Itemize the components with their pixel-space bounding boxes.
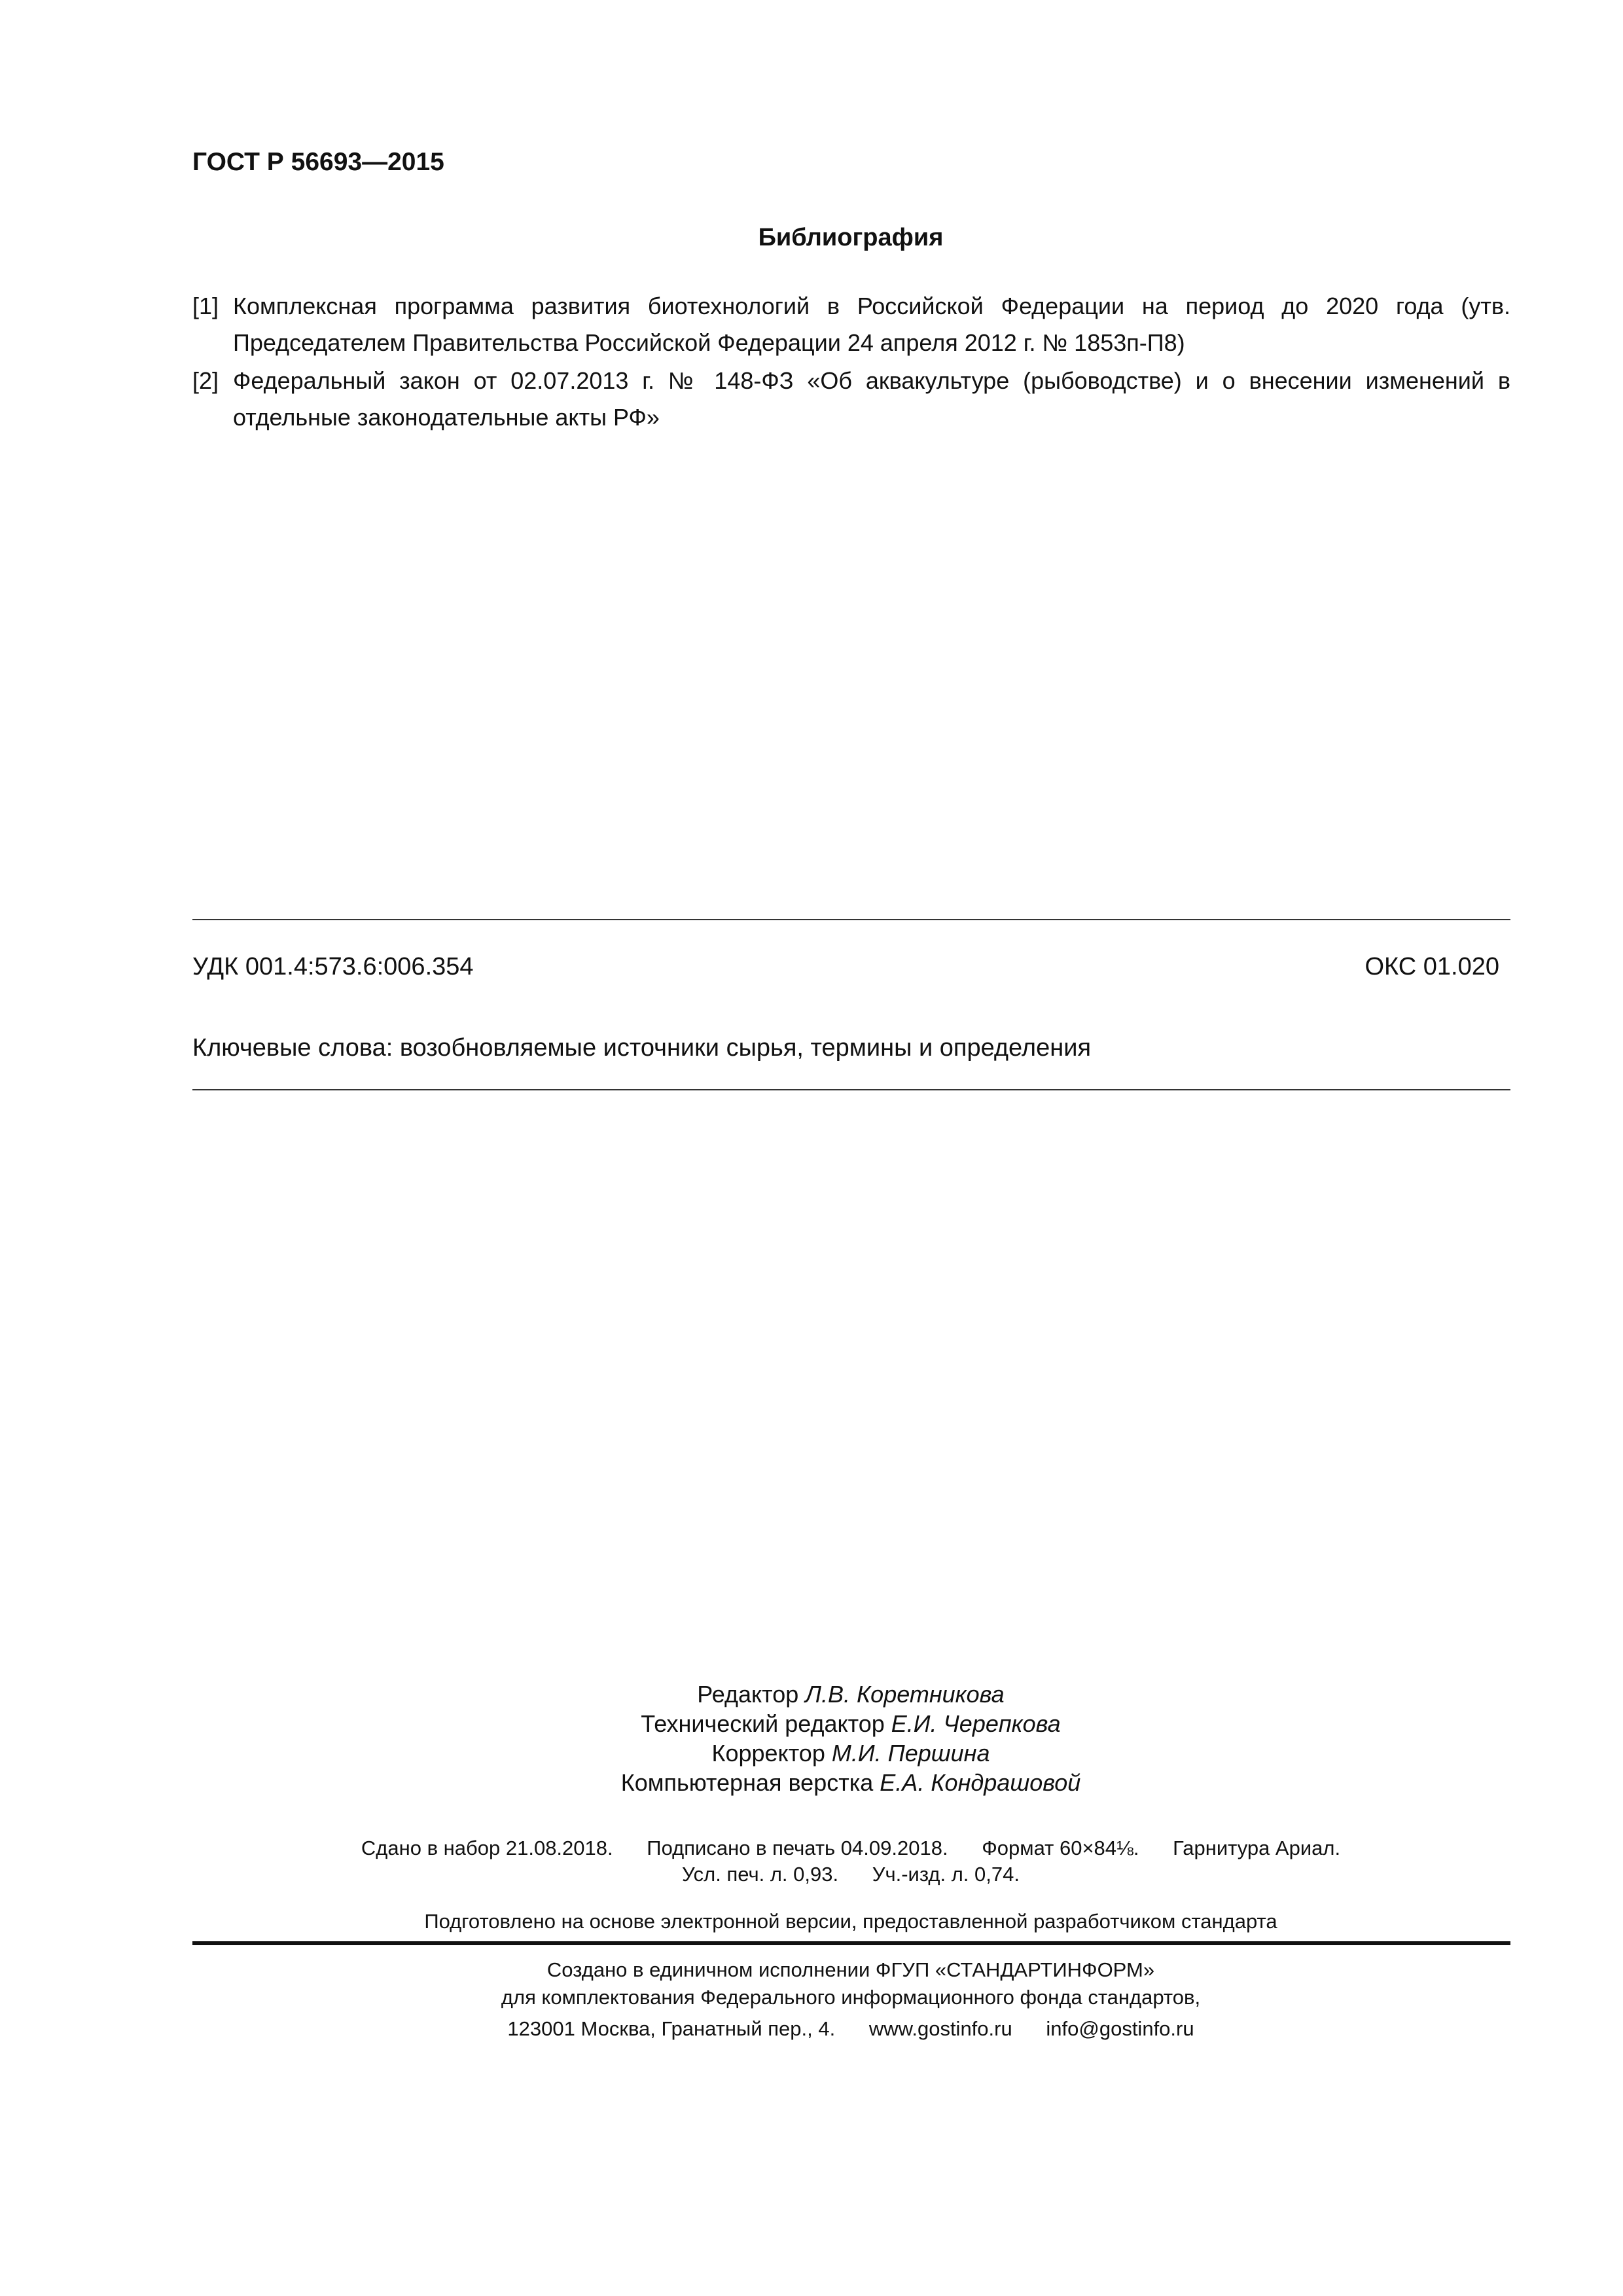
publisher-line-1: Создано в единичном исполнении ФГУП «СТАНДАРТИНФОРМ»: [546, 1958, 1155, 1981]
corrector-role: Корректор: [711, 1740, 825, 1767]
editor-name: Л.В. Коретникова: [805, 1681, 1005, 1708]
bibliography-entry: [192, 288, 1510, 361]
top-divider: [192, 919, 1510, 920]
print-info-line: Сдано в набор 21.08.2018. Подписано в печать 04.09.2018. Формат 60×84⅛. Гарнитура Ариал.: [361, 1837, 1341, 1859]
document-code: ГОСТ Р 56693—2015: [192, 148, 444, 176]
editor-role: Редактор: [697, 1681, 799, 1708]
print-sheets-line: Усл. печ. л. 0,93. Уч.-изд. л. 0,74.: [682, 1863, 1020, 1886]
entry-number: [2]: [192, 367, 219, 394]
tech-editor-role: Технический редактор: [641, 1710, 885, 1737]
publisher-divider: [192, 1941, 1510, 1945]
corrector-name: М.И. Першина: [831, 1740, 990, 1767]
tech-editor-line: [0, 1709, 1623, 1738]
bibliography-entry: [192, 363, 1510, 436]
editor-line: [0, 1679, 1623, 1709]
entry-number: [1]: [192, 293, 219, 319]
publisher-contacts: 123001 Москва, Гранатный пер., 4. www.gostinfo.ru info@gostinfo.ru: [507, 2017, 1194, 2040]
publisher-line-2: для комплектования Федерального информационного фонда стандартов,: [501, 1986, 1201, 2009]
oks-code: ОКС 01.020: [1364, 953, 1499, 980]
entry-text: Комплексная программа развития биотехнологий в Российской Федерации на период до 2020 года (утв. Председателем Правительства Российской Федерации 24 апреля 2012 г. № 1853п-П8): [233, 293, 1510, 356]
layout-line: [0, 1768, 1623, 1797]
tech-editor-name: Е.И. Черепкова: [891, 1710, 1061, 1737]
bibliography-title: Библиография: [758, 224, 944, 251]
layout-role: Компьютерная верстка: [620, 1769, 874, 1796]
entry-text: Федеральный закон от 02.07.2013 г. № 148-ФЗ «Об аквакультуре (рыбоводстве) и о внесении изменений в отдельные законодательные акты РФ»: [233, 367, 1510, 431]
udc-code: УДК 001.4:573.6:006.354: [192, 953, 474, 980]
prepared-note: Подготовлено на основе электронной версии, предоставленной разработчиком стандарта: [424, 1910, 1277, 1933]
layout-name: Е.А. Кондрашовой: [880, 1769, 1081, 1796]
keywords: Ключевые слова: возобновляемые источники сырья, термины и определения: [192, 1034, 1092, 1062]
corrector-line: [0, 1738, 1623, 1768]
keywords-divider: [192, 1089, 1510, 1090]
